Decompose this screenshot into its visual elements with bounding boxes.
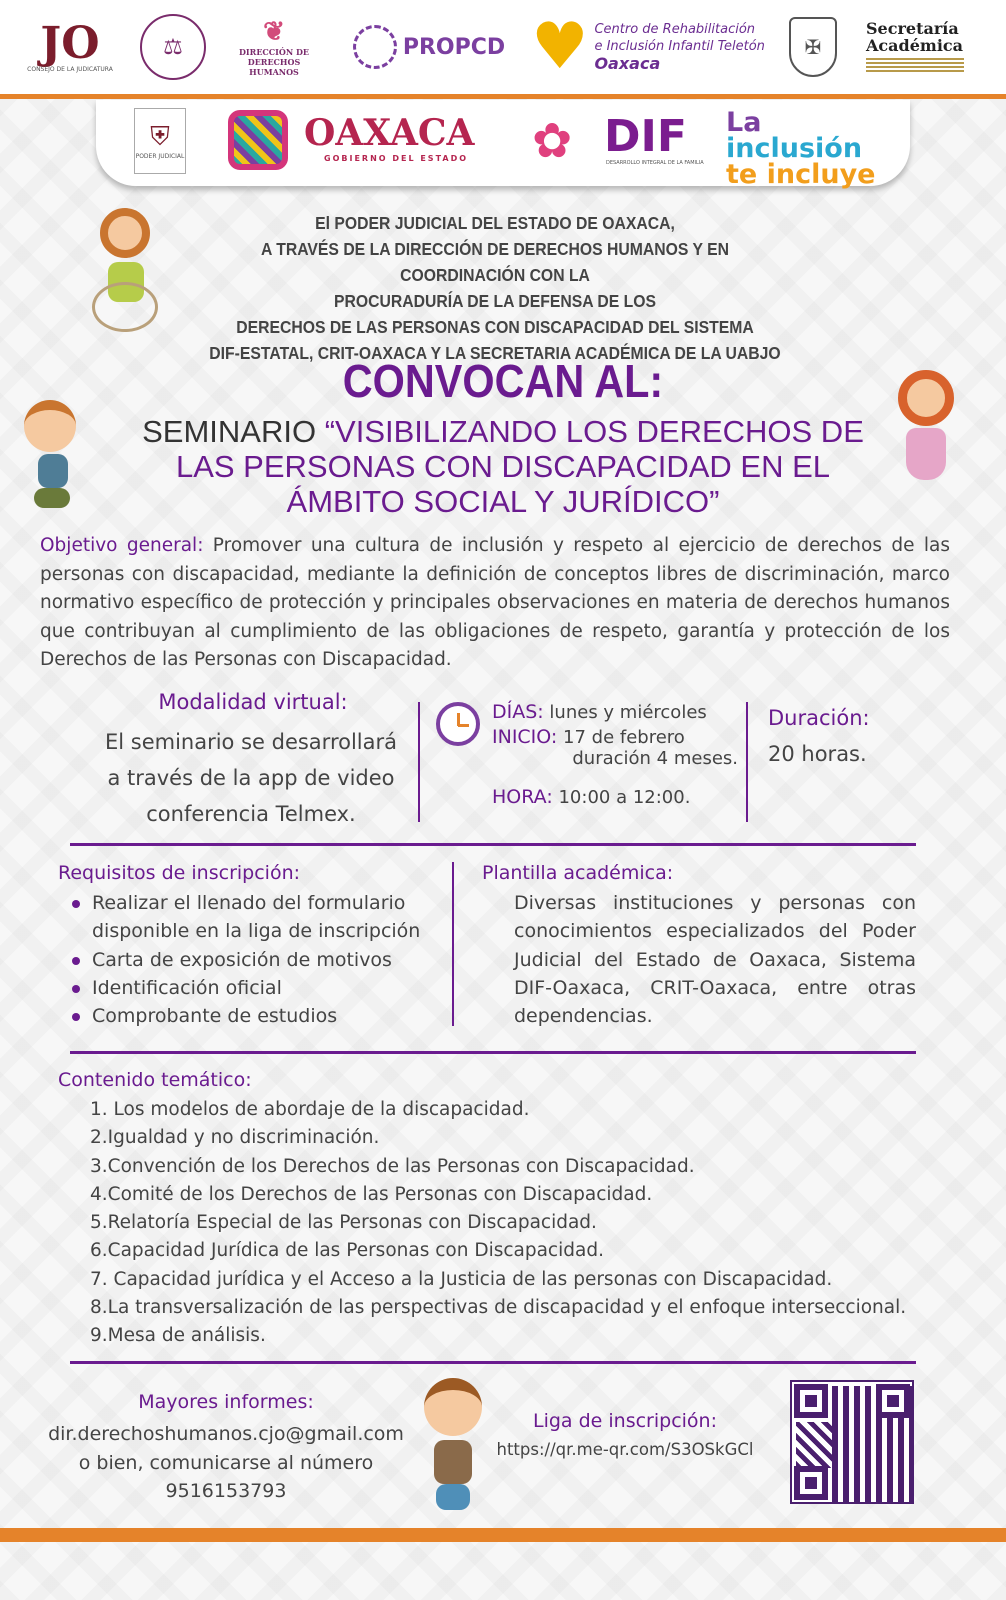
registration-title: Liga de inscripción: bbox=[532, 1410, 717, 1432]
seminar-title bbox=[120, 414, 886, 519]
uabjo-logo bbox=[782, 12, 844, 82]
list-item: 7. Capacidad jurídica y el Acceso a la Justicia de las personas con Discapacidad. bbox=[90, 1268, 833, 1290]
contents-title: Contenido temático: bbox=[58, 1069, 252, 1091]
pj-logo-sub: PODER JUDICIAL bbox=[135, 153, 185, 160]
requirements-title: Requisitos de inscripción: bbox=[58, 862, 301, 884]
top-logo-strip bbox=[0, 0, 1006, 94]
list-item: 2.Igualdad y no discriminación. bbox=[90, 1127, 380, 1149]
seminar-name: “VISIBILIZANDO LOS DERECHOS DE LAS PERSONAS CON DISCAPACIDAD EN EL ÁMBITO SOCIAL Y JURÍDICO” bbox=[175, 414, 864, 519]
list-item: 5.Relatoría Especial de las Personas con Discapacidad. bbox=[90, 1212, 597, 1234]
list-item: Identificación oficial bbox=[72, 974, 442, 1002]
ddhh-logo bbox=[226, 12, 322, 82]
inclusion-logo bbox=[726, 107, 876, 190]
requirements-list bbox=[72, 889, 442, 1030]
days-label: DÍAS: bbox=[492, 701, 544, 723]
orange-divider-bottom bbox=[0, 1528, 1006, 1542]
start-label: INICIO: bbox=[492, 726, 558, 748]
ddhh-logo-text: DIRECCIÓN DE DERECHOS HUMANOS bbox=[238, 47, 309, 77]
dif-logo-text: DIF bbox=[604, 111, 687, 162]
oaxaca-logo-text: OAXACA bbox=[304, 112, 475, 154]
justice-seal-logo bbox=[138, 12, 208, 82]
section-divider bbox=[70, 1361, 916, 1364]
propcd-logo bbox=[350, 12, 508, 82]
faculty-text: Diversas instituciones y personas con conocimientos especializados del Poder Judicial del Estado de Oaxaca, Sistema DIF-Oaxaca, CRIT-Oaxaca, entre otras dependencias. bbox=[514, 892, 916, 1028]
start-value: 17 de febrero bbox=[557, 727, 685, 748]
secretaria-academica-logo bbox=[866, 12, 970, 82]
cjo-logo bbox=[20, 12, 120, 82]
list-item: Realizar el llenado del formulario disponible en la liga de inscripción bbox=[72, 889, 442, 946]
boy-footer-illustration bbox=[418, 1376, 488, 1526]
coat-of-arms-icon: ⛨ bbox=[150, 122, 170, 152]
time-value: 10:00 a 12:00. bbox=[552, 787, 691, 808]
crit-logo bbox=[528, 12, 768, 82]
list-item: 4.Comité de los Derechos de las Personas con Discapacidad. bbox=[90, 1183, 653, 1205]
objective-text: Promover una cultura de inclusión y respeto al ejercicio de derechos de las personas con discapacidad, mediante la definición de conceptos libres de discriminación, marco normativo específico de protección y principales observaciones en materia de derechos humanos que contribuyan al cumplimiento de las obligaciones de respeto, garantía y protección de los Derechos de las Personas con Discapacidad. bbox=[40, 535, 950, 670]
sa-line1: Secretaría bbox=[866, 19, 959, 38]
clock-icon bbox=[436, 702, 480, 746]
general-objective bbox=[40, 532, 950, 675]
heading-line: DIF-ESTATAL, CRIT-OAXACA Y LA SECRETARIA ACADÉMICA DE LA UABJO bbox=[209, 343, 781, 363]
dif-flower-icon: ✿ bbox=[532, 113, 573, 169]
days-value: lunes y miércoles bbox=[543, 702, 707, 723]
contact-phone[interactable]: 9516153793 bbox=[165, 1480, 287, 1502]
orange-divider-top bbox=[0, 94, 1006, 99]
contact-email[interactable]: dir.derechoshumanos.cjo@gmail.com bbox=[48, 1423, 404, 1445]
section-divider bbox=[70, 843, 916, 846]
inclusion-word-2: inclusión bbox=[726, 133, 863, 164]
duration-months: duración 4 meses. bbox=[572, 748, 738, 769]
info-divider bbox=[418, 702, 420, 822]
list-item: Comprobante de estudios bbox=[72, 1002, 442, 1030]
oaxaca-logo-sub: GOBIERNO DEL ESTADO bbox=[324, 154, 469, 163]
inclusion-word-1: La bbox=[726, 107, 762, 138]
schedule-time bbox=[492, 786, 742, 808]
cjo-logo-sub: CONSEJO DE LA JUDICATURA bbox=[27, 65, 113, 73]
poder-judicial-logo bbox=[134, 108, 186, 174]
oaxaca-pattern-icon bbox=[228, 110, 288, 170]
sa-line2: Académica bbox=[866, 36, 964, 55]
organizers-heading bbox=[203, 210, 788, 366]
shield-icon: ✠ bbox=[789, 17, 837, 77]
propcd-logo-text: PROPCD bbox=[402, 34, 506, 60]
heart-icon: ♥ bbox=[531, 10, 589, 84]
heading-line: El PODER JUDICIAL DEL ESTADO DE OAXACA, bbox=[315, 213, 675, 233]
crit-line1: Centro de Rehabilitación bbox=[594, 21, 756, 37]
qr-code-icon[interactable] bbox=[790, 1380, 914, 1504]
info-title: Mayores informes: bbox=[138, 1391, 314, 1413]
section-divider bbox=[70, 1051, 916, 1054]
time-label: HORA: bbox=[492, 786, 553, 808]
heading-line: DERECHOS DE LAS PERSONAS CON DISCAPACIDAD DEL SISTEMA bbox=[236, 317, 754, 337]
list-item: 8.La transversalización de las perspectivas de discapacidad y el enfoque interseccional. bbox=[90, 1297, 907, 1319]
contents-list bbox=[90, 1096, 930, 1351]
people-ring-icon bbox=[353, 25, 397, 69]
inclusion-word-3: te incluye bbox=[726, 159, 876, 190]
seminar-prefix: SEMINARIO bbox=[142, 414, 325, 449]
heading-line: PROCURADURÍA DE LA DEFENSA DE LOS bbox=[333, 291, 657, 311]
crit-city: Oaxaca bbox=[594, 53, 661, 73]
list-item: 3.Convención de los Derechos de las Personas con Discapacidad. bbox=[90, 1155, 695, 1177]
objective-label: Objetivo general: bbox=[40, 535, 204, 556]
scales-icon: ⚖ bbox=[140, 14, 206, 80]
list-item: Carta de exposición de motivos bbox=[72, 946, 442, 974]
list-item: 6.Capacidad Jurídica de las Personas con Discapacidad. bbox=[90, 1240, 604, 1262]
registration-link[interactable]: https://qr.me-qr.com/S3OSkGCl bbox=[496, 1440, 754, 1459]
stripes-icon bbox=[866, 58, 964, 74]
requirements-divider bbox=[452, 862, 454, 1026]
duration-title: Duración: bbox=[768, 706, 870, 730]
list-item: 1. Los modelos de abordaje de la discapacidad. bbox=[90, 1099, 530, 1120]
schedule-days bbox=[492, 700, 742, 750]
modality-title: Modalidad virtual: bbox=[158, 690, 348, 714]
info-divider bbox=[746, 702, 748, 822]
crit-line2: e Inclusión Infantil Teletón bbox=[594, 38, 765, 54]
modality-text: El seminario se desarrollará a través de la app de video conferencia Telmex. bbox=[104, 730, 398, 826]
faculty-title: Plantilla académica: bbox=[482, 862, 674, 884]
info-contact bbox=[46, 1420, 406, 1506]
list-item: 9.Mesa de análisis. bbox=[90, 1325, 266, 1347]
cjo-logo-text: JO bbox=[40, 17, 100, 69]
contact-line: o bien, comunicarse al número bbox=[78, 1451, 374, 1474]
convocan-title: CONVOCAN AL: bbox=[342, 355, 664, 407]
duration-value: 20 horas. bbox=[768, 742, 867, 766]
hands-icon: ❦ bbox=[263, 17, 285, 47]
partner-logo-bar bbox=[96, 100, 910, 190]
girl-wheelchair-illustration bbox=[86, 204, 166, 334]
dif-logo-sub: DESARROLLO INTEGRAL DE LA FAMILIA bbox=[606, 160, 704, 166]
heading-line: A TRAVÉS DE LA DIRECCIÓN DE DERECHOS HUMANOS Y EN COORDINACIÓN CON LA bbox=[261, 239, 729, 285]
boy-running-illustration bbox=[12, 396, 102, 526]
